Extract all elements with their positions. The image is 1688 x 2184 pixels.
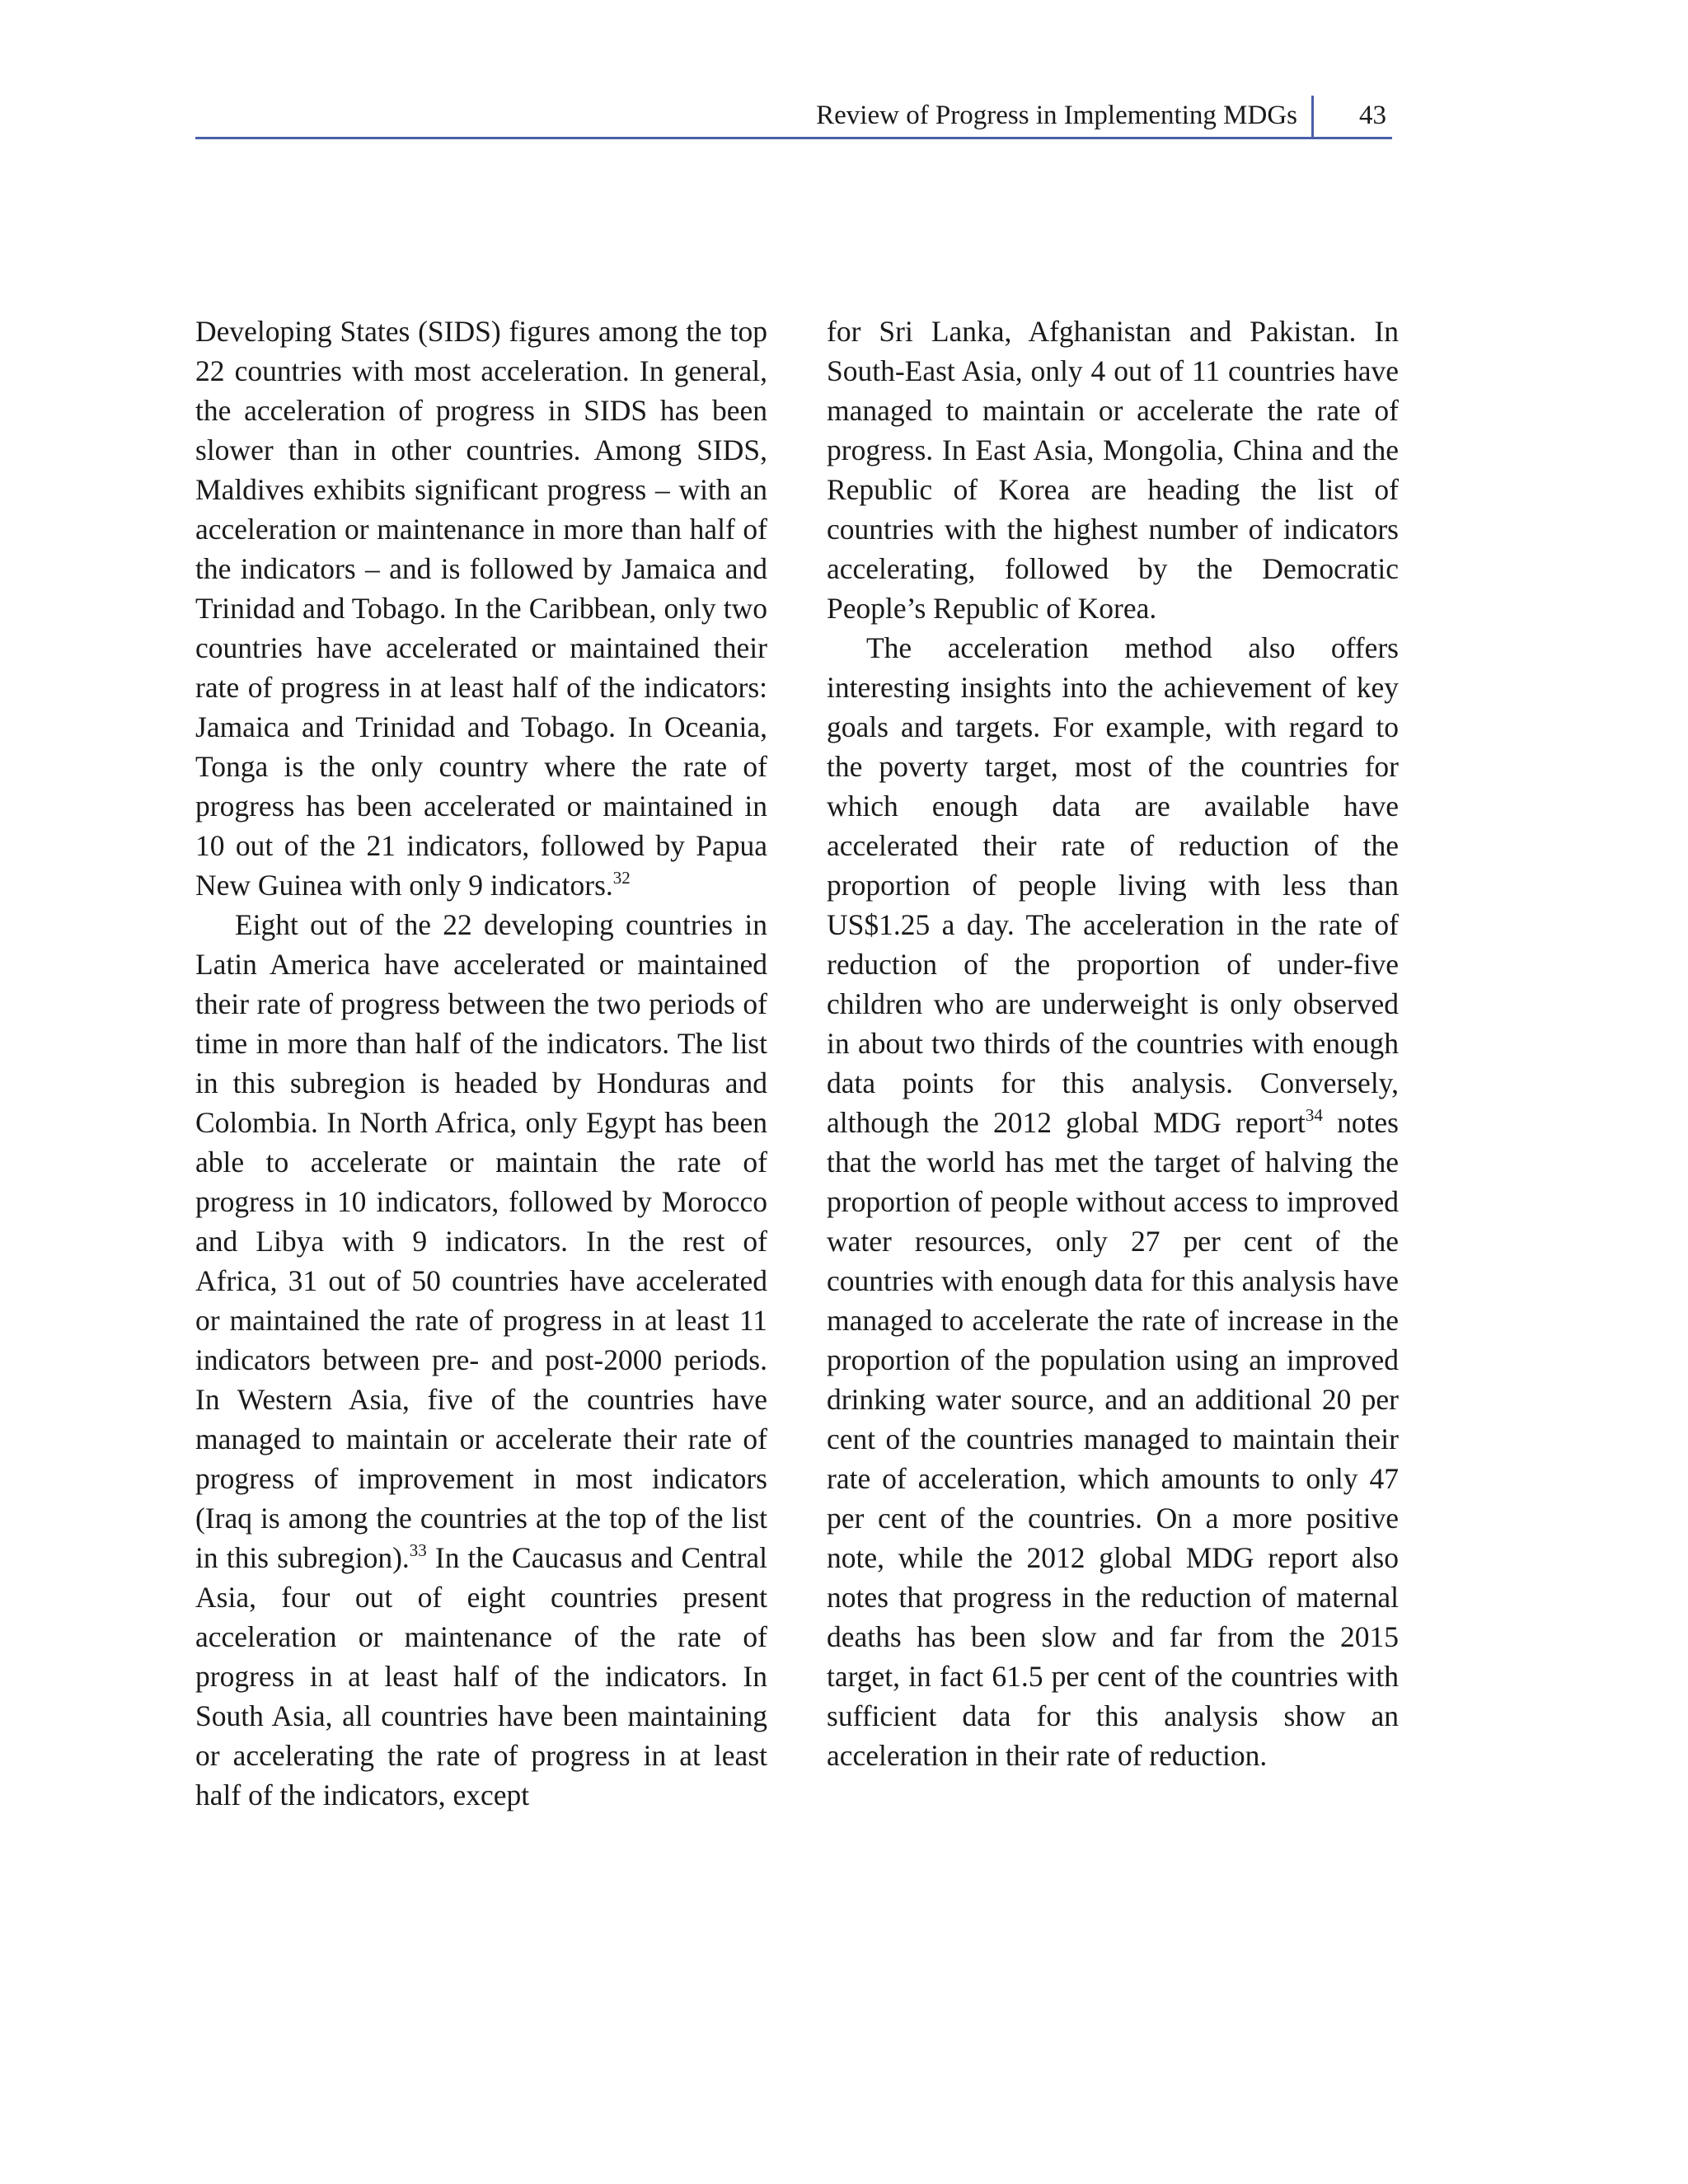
footnote-ref-32: 32 [612,868,631,888]
header-rule [195,137,1392,139]
paragraph-text: notes that the world has met the target of halving the proportion of people without access to improved water resources, only 27 per cent of the countries with enough data for this analysis have managed to accelerate the rate of increase in the proportion of the population using an improved drinking water source, and an additional 20 per cent of the countries managed to maintain their rate of acceleration, which amounts to only 47 per cent of the countries. On a more positive note, while the 2012 global MDG report also notes that progress in the reduction of maternal deaths has been slow and far from the 2015 target, in fact 61.5 per cent of the countries with sufficient data for this analysis show an acceleration in their rate of reduction. [827,1106,1399,1772]
running-head-title: Review of Progress in Implementing MDGs [816,101,1297,130]
header-separator [1311,96,1314,138]
page-number: 43 [1359,101,1386,130]
paragraph-text: The acceleration method also offers interesting insights into the achievement of key goals and targets. For example, with regard to the poverty target, most of the countries for which enough data are available have accelerated their rate of reduction of the proportion of people living with less than US$1.25 a day. The acceleration in the rate of reduction of the proportion of under-five children who are underweight is only observed in about two thirds of the countries with enough data points for this analysis. Conversely, although the 2012 global MDG report [827,631,1399,1139]
paragraph-asia [827,312,1399,628]
paragraph-acceleration-method [827,628,1399,1775]
left-column [195,312,767,1815]
paragraph-text: In the Caucasus and Central Asia, four out of eight countries present acceleration or maintenance of the rate of progress in at least half of the indicators. In South Asia, all countries have been maintaining or accelerating the rate of progress in at least half of the indicators, except [195,1541,768,1811]
footnote-ref-34: 34 [1305,1105,1323,1125]
footnote-ref-33: 33 [409,1540,427,1560]
paragraph-text: Developing States (SIDS) figures among the top 22 countries with most acceleration. In general, the acceleration of progress in SIDS has been slower than in other countries. Among SIDS, Maldives exhibits significant progress – with an acceleration or maintenance in more than half of the indicators – and is followed by Jamaica and Trinidad and Tobago. In the Caribbean, only two countries have accelerated or maintained their rate of progress in at least half of the indicators: Jamaica and Trinidad and Tobago. In Oceania, Tonga is the only country where the rate of progress has been accelerated or maintained in 10 out of the 21 indicators, followed by Papua New Guinea with only 9 indicators. [195,315,767,902]
right-column [827,312,1399,1775]
running-header [195,92,1392,140]
paragraph-text: Eight out of the 22 developing countries in Latin America have accelerated or maintained their rate of progress between the two periods of time in more than half of the indicators. The list in this subregion is headed by Honduras and Colombia. In North Africa, only Egypt has been able to accelerate or maintain the rate of progress in 10 indicators, followed by Morocco and Libya with 9 indicators. In the rest of Africa, 31 out of 50 countries have accelerated or maintained the rate of progress in at least 11 indicators between pre- and post-2000 periods. In Western Asia, five of the countries have managed to maintain or accelerate their rate of progress of improvement in most indicators (Iraq is among the countries at the top of the list in this subregion). [195,908,767,1574]
paragraph-sids [195,312,767,905]
paragraph-text: for Sri Lanka, Afghanistan and Pakistan. In South-East Asia, only 4 out of 11 countries have managed to maintain or accelerate the rate of progress. In East Asia, Mongolia, China and the Republic of Korea are heading the list of countries with the highest number of indicators accelerating, followed by the Democratic People’s Republic of Korea. [827,315,1399,625]
paragraph-regions [195,905,767,1815]
